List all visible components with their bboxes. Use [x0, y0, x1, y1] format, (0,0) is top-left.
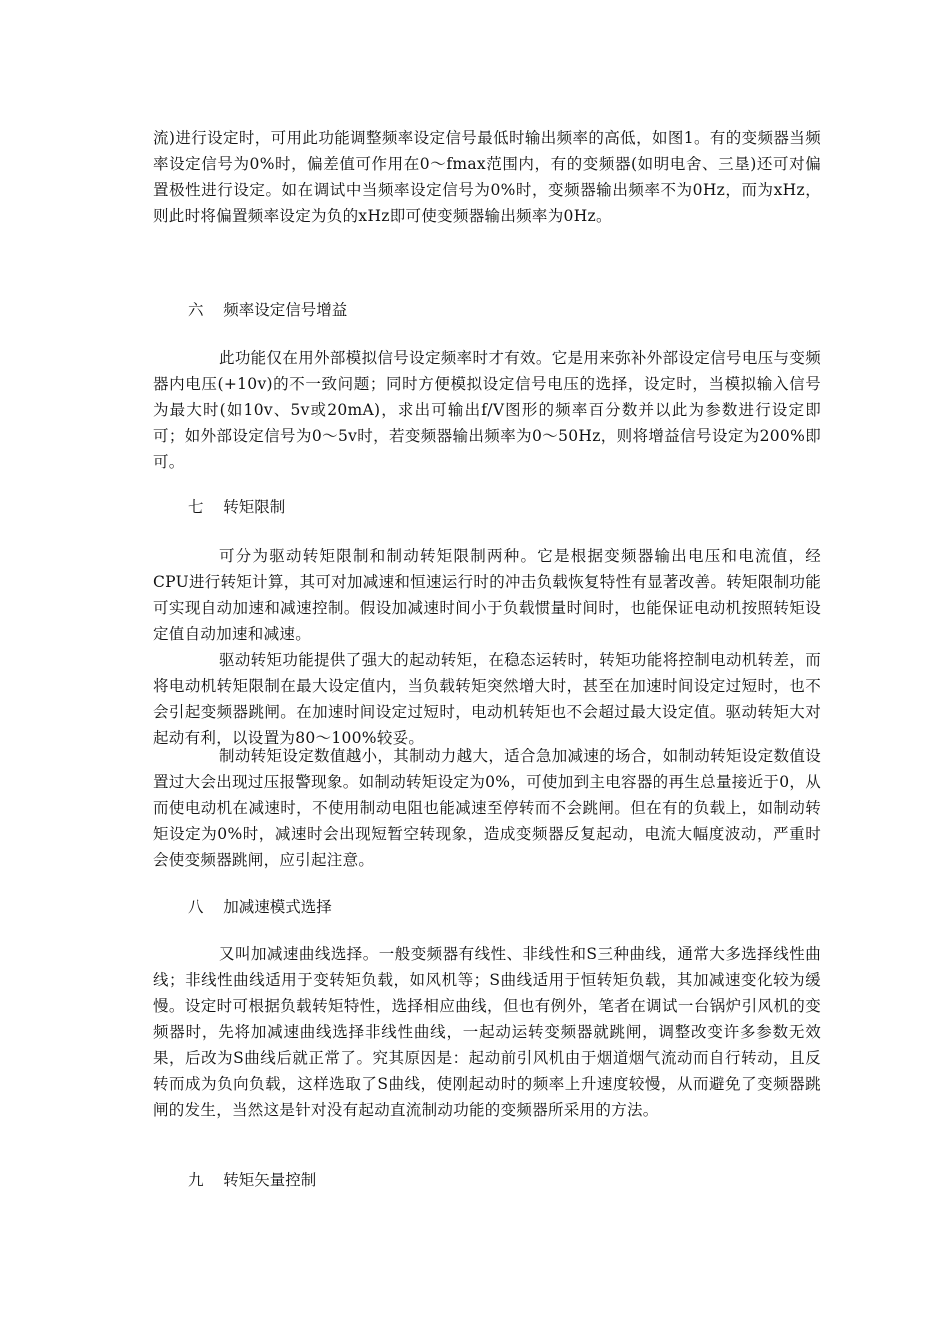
- section-heading-6: 六 频率设定信号增益: [188, 301, 348, 319]
- section-7-paragraph-3: 制动转矩设定数值越小，其制动力越大，适合急加减速的场合，如制动转矩设定数值设置过大会出现过压报警现象。如制动转矩设定为0%，可使加到主电容器的再生总量接近于0，从而使电动机在减速时，不使用制动电阻也能减速至停转而不会跳闸。但在有的负载上，如制动转矩设定为0%时，减速时会出现短暂空转现象，造成变频器反复起动，电流大幅度波动，严重时会使变频器跳闸，应引起注意。: [153, 747, 821, 869]
- section-heading-8: 八 加减速模式选择: [188, 898, 332, 916]
- section-heading-7: 七 转矩限制: [188, 498, 286, 516]
- section-heading-9: 九 转矩矢量控制: [188, 1171, 317, 1189]
- section-8-paragraph: 又叫加减速曲线选择。一般变频器有线性、非线性和S三种曲线，通常大多选择线性曲线；非线性曲线适用于变转矩负载，如风机等；S曲线适用于恒转矩负载，其加减速变化较为缓慢。设定时可根据负载转矩特性，选择相应曲线，但也有例外，笔者在调试一台锅炉引风机的变频器时，先将加减速曲线选择非线性曲线，一起动运转变频器就跳闸，调整改变许多参数无效果，后改为S曲线后就正常了。究其原因是：起动前引风机由于烟道烟气流动而自行转动，且反转而成为负向负载，这样选取了S曲线，使刚起动时的频率上升速度较慢，从而避免了变频器跳闸的发生，当然这是针对没有起动直流制动功能的变频器所采用的方法。: [153, 945, 821, 1119]
- section-7-paragraph-2: 驱动转矩功能提供了强大的起动转矩，在稳态运转时，转矩功能将控制电动机转差，而将电动机转矩限制在最大设定值内，当负载转矩突然增大时，甚至在加速时间设定过短时，也不会引起变频器跳闸。在加速时间设定过短时，电动机转矩也不会超过最大设定值。驱动转矩大对起动有利，以设置为80～100%较妥。: [153, 651, 821, 747]
- section-7-paragraph-1: 可分为驱动转矩限制和制动转矩限制两种。它是根据变频器输出电压和电流值，经CPU进行转矩计算，其可对加减速和恒速运行时的冲击负载恢复特性有显著改善。转矩限制功能可实现自动加速和减速控制。假设加减速时间小于负载惯量时间时，也能保证电动机按照转矩设定值自动加速和减速。: [153, 547, 821, 643]
- section-6-paragraph: 此功能仅在用外部模拟信号设定频率时才有效。它是用来弥补外部设定信号电压与变频器内电压(+10v)的不一致问题；同时方便模拟设定信号电压的选择，设定时，当模拟输入信号为最大时(如10v、5v或20mA)，求出可输出f/V图形的频率百分数并以此为参数进行设定即可；如外部设定信号为0～5v时，若变频器输出频率为0～50Hz，则将增益信号设定为200%即可。: [153, 349, 821, 471]
- intro-paragraph: 流)进行设定时，可用此功能调整频率设定信号最低时输出频率的高低，如图1。有的变频器当频率设定信号为0%时，偏差值可作用在0～fmax范围内，有的变频器(如明电舍、三垦)还可对偏置极性进行设定。如在调试中当频率设定信号为0%时，变频器输出频率不为0Hz，而为xHz，则此时将偏置频率设定为负的xHz即可使变频器输出频率为0Hz。: [153, 129, 821, 225]
